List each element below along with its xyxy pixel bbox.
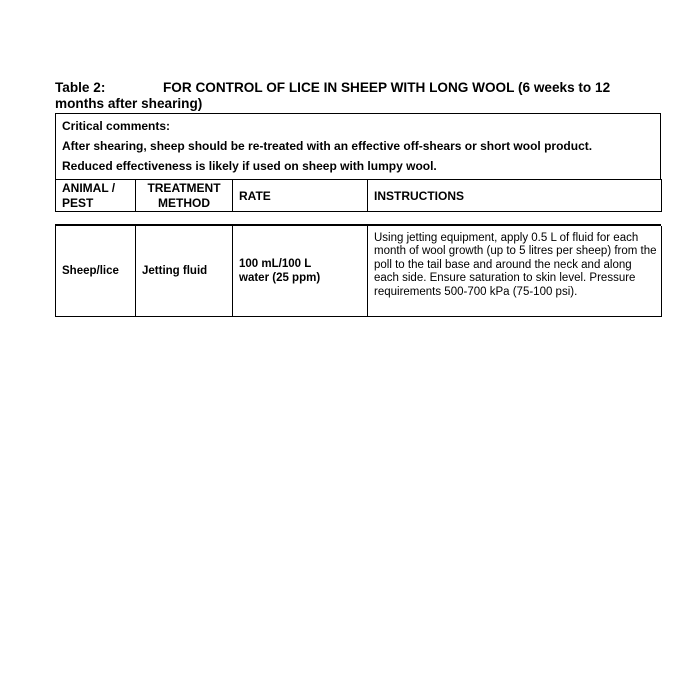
critical-comments (55, 113, 661, 179)
critical-comments-heading: Critical comments: (62, 119, 171, 133)
cell-instructions: Using jetting equipment, apply 0.5 L of fluid for each month of wool growth (up to 5 litres per sheep) from the poll to the tail base and around the neck and along each side. Ensure saturation to skin level. Pressure requirements 500-700 kPa (75-100 psi). (368, 226, 662, 317)
cell-rate (233, 226, 368, 317)
header-instructions: INSTRUCTIONS (368, 180, 662, 212)
table-divider (55, 212, 661, 226)
header-animal-pest (56, 180, 136, 212)
table-body (55, 226, 662, 317)
table-header (55, 179, 662, 212)
table-number: Table 2: (55, 80, 106, 95)
critical-comment-2: Reduced effectiveness is likely if used on sheep with lumpy wool. (62, 159, 437, 173)
header-treatment-method (136, 180, 233, 212)
header-rate: RATE (233, 180, 368, 212)
table-row (56, 226, 662, 317)
table-title-line-2: months after shearing) (55, 96, 203, 111)
header-treatment-method-line-2: METHOD (158, 196, 210, 210)
table-title (55, 80, 661, 112)
cell-rate-line-1: 100 mL/100 L (239, 258, 312, 270)
cell-treatment-method: Jetting fluid (136, 226, 233, 317)
header-row (56, 180, 662, 212)
document (55, 80, 661, 317)
cell-rate-line-2: water (25 ppm) (239, 272, 321, 284)
critical-comment-1: After shearing, sheep should be re-treated with an effective off-shears or short wool product. (62, 139, 593, 153)
header-treatment-method-line-1: TREATMENT (147, 181, 221, 195)
header-animal-pest-line-2: PEST (62, 196, 94, 210)
table-title-line-1: FOR CONTROL OF LICE IN SHEEP WITH LONG WOOL (6 weeks to 12 (163, 80, 611, 95)
header-animal-pest-line-1: ANIMAL / (62, 181, 116, 195)
cell-animal-pest: Sheep/lice (56, 226, 136, 317)
